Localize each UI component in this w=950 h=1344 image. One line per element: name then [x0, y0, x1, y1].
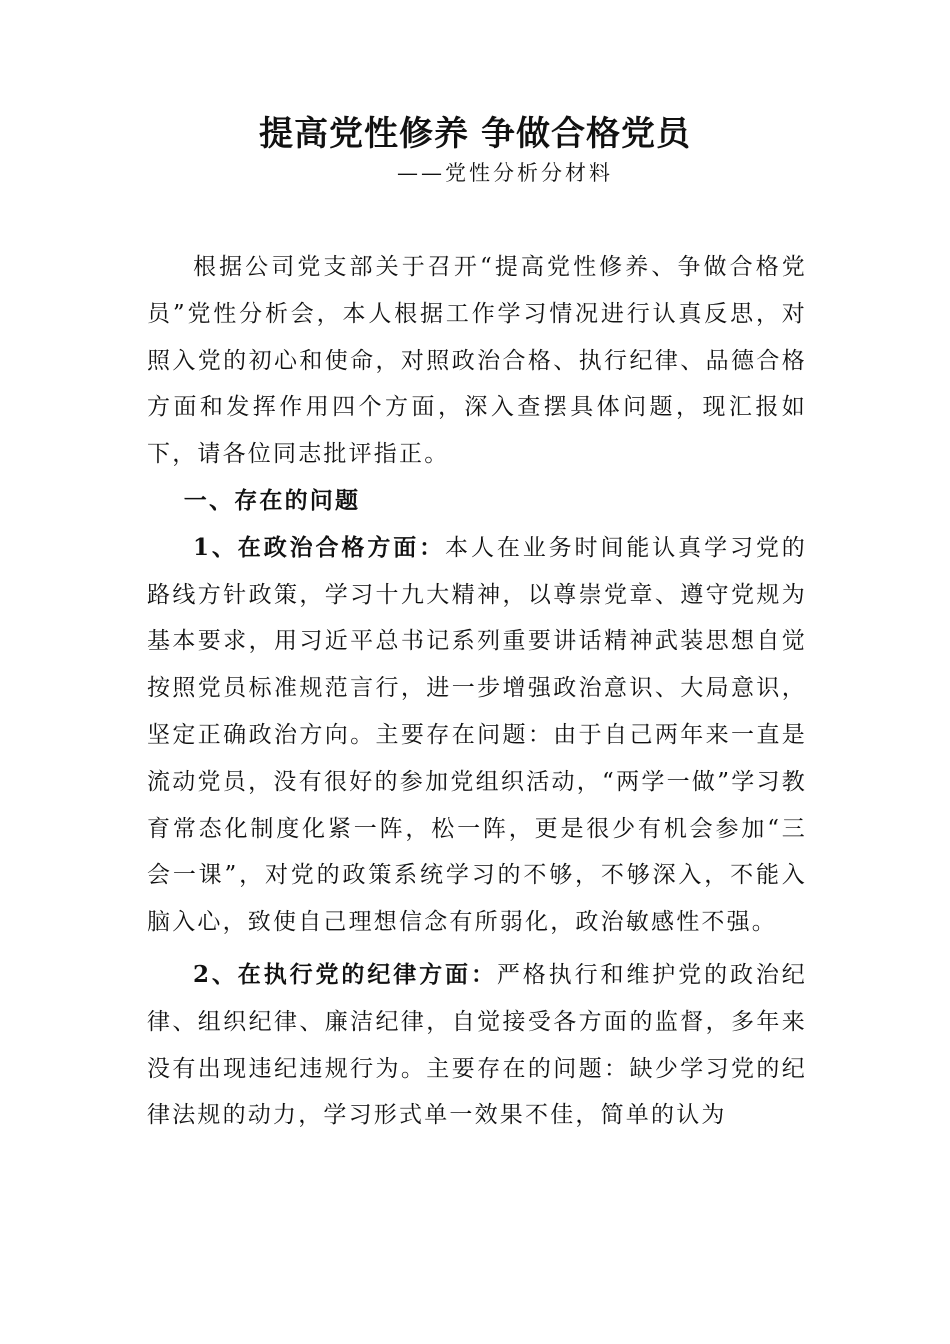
document-subtitle: ——党性分析分材料: [397, 161, 613, 185]
title-part-1: 提高党性修养: [259, 114, 469, 154]
item-2-text: 严格执行和维护党的政治纪律、组织纪律、廉洁纪律，自觉接受各方面的监督，多年来没有出现违纪违规行为。主要存在的问题：缺少学习党的纪律法规的动力，学习形式单一效果不佳，简单的认为: [147, 961, 808, 1129]
item-2-lead: 2、在执行党的纪律方面：: [193, 960, 497, 988]
document-title: [0, 108, 950, 160]
item-1-lead: 1、在政治合格方面：: [193, 533, 446, 561]
section-heading: 一、存在的问题: [183, 487, 361, 514]
item-1-paragraph: [147, 525, 807, 946]
item-2-paragraph: [147, 952, 807, 1139]
intro-paragraph: 根据公司党支部关于召开“提高党性修养、争做合格党员”党性分析会，本人根据工作学习情况进行认真反思，对照入党的初心和使命，对照政治合格、执行纪律、品德合格方面和发挥作用四个方面，深入查摆具体问题，现汇报如下，请各位同志批评指正。: [147, 254, 807, 468]
title-part-2: 争做合格党员: [481, 114, 691, 154]
document-body: [147, 244, 807, 1139]
item-1-text: 本人在业务时间能认真学习党的路线方针政策，学习十九大精神，以尊崇党章、遵守党规为基本要求，用习近平总书记系列重要讲话精神武装思想自觉按照党员标准规范言行，进一步增强政治意识、大局意识，坚定正确政治方向。主要存在问题：由于自己两年来一直是流动党员，没有很好的参加党组织活动，“两学一做”学习教育常态化制度化紧一阵，松一阵，更是很少有机会参加“三会一课”，对党的政策系统学习的不够，不够深入，不能入脑入心，致使自己理想信念有所弱化，政治敏感性不强。: [147, 534, 807, 936]
